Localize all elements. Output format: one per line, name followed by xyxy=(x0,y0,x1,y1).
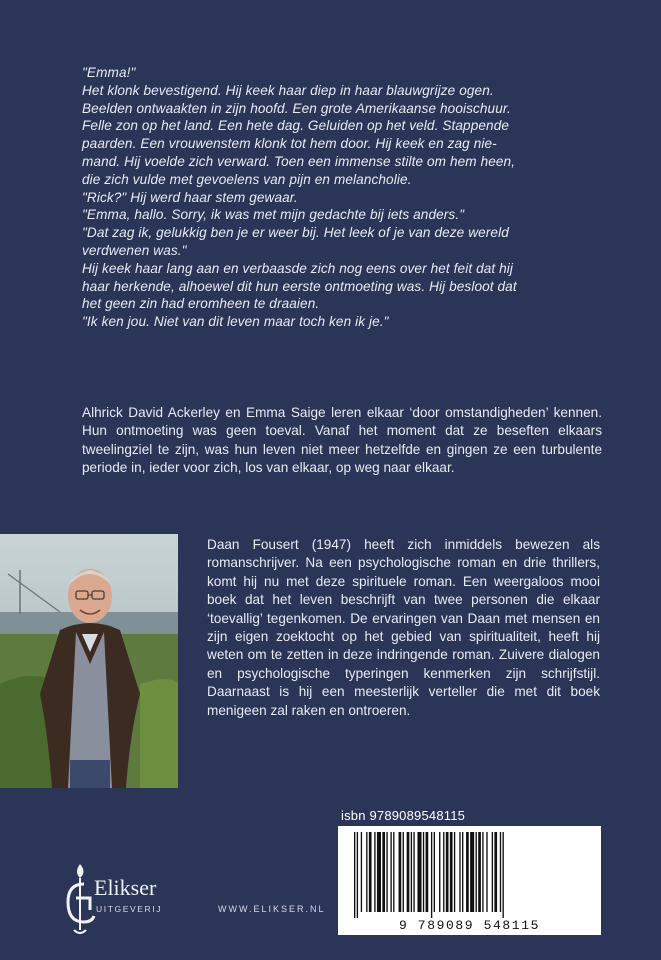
excerpt-line: Het klonk bevestigend. Hij keek haar diep in haar blauwgrijze ogen. xyxy=(82,82,494,98)
barcode-bar xyxy=(386,832,387,912)
excerpt-line: "Emma!" xyxy=(82,65,136,80)
barcode-bar xyxy=(486,832,487,912)
publisher-name: Elikser xyxy=(94,875,157,900)
barcode-bar xyxy=(492,832,493,912)
barcode-bar xyxy=(478,832,481,912)
publisher-website: WWW.ELIKSER.NL xyxy=(218,904,326,914)
excerpt-line: Beelden ontwaakten in zijn hoofd. Een grote Amerikaanse hooischuur. xyxy=(82,100,511,116)
excerpt-line: "Emma, hallo. Sorry, ik was met mijn gedachte bij iets anders." xyxy=(82,207,465,223)
barcode-bar xyxy=(423,832,424,912)
barcode-bar xyxy=(466,832,469,912)
barcode-bar xyxy=(382,832,385,912)
excerpt xyxy=(82,64,597,331)
barcode-bar xyxy=(399,832,402,912)
barcode-bar xyxy=(403,832,404,912)
barcode-bar xyxy=(439,832,440,912)
barcode-bar xyxy=(357,832,358,918)
barcode-bar xyxy=(476,832,477,912)
barcode-bar xyxy=(500,832,501,912)
isbn-label: isbn 9789089548115 xyxy=(341,808,466,823)
excerpt-line: die zich vulde met gevoelens van pijn en melancholie. xyxy=(82,171,412,187)
barcode-bar xyxy=(407,832,410,912)
barcode-bar xyxy=(377,832,381,912)
publisher-subtitle: UITGEVERIJ xyxy=(96,904,163,914)
barcode-bar xyxy=(431,832,432,918)
barcode-bar xyxy=(361,832,362,912)
barcode-bar xyxy=(426,832,429,912)
excerpt-line: het geen zin had eromheen te draaien. xyxy=(82,296,320,312)
barcode-bar xyxy=(470,832,474,912)
barcode-bar xyxy=(459,832,460,912)
excerpt-line: "Ik ken jou. Niet van dit leven maar toch ken ik je." xyxy=(82,314,389,330)
barcode-bar xyxy=(417,832,421,912)
barcode xyxy=(338,826,601,935)
barcode-bar xyxy=(454,832,455,912)
barcode-bar xyxy=(482,832,483,912)
excerpt-line: verdwenen was." xyxy=(82,242,187,258)
barcode-bar xyxy=(411,832,412,912)
synopsis-text: Alhrick David Ackerley en Emma Saige leren elkaar ‘door omstandigheden’ kennen. Hun ontmoeting was geen toeval. Vanaf het moment dat ze beseften elkaars tweelingziel te zijn, was hun leven niet meer hetzelfde en gingen ze een turbulente periode in, ieder voor zich, los van elkaar, op weg naar elkaar. xyxy=(82,405,602,476)
barcode-bar xyxy=(446,832,449,912)
author-bio xyxy=(207,536,600,720)
barcode-bar xyxy=(494,832,497,912)
publisher-logo xyxy=(60,860,220,940)
synopsis xyxy=(82,404,602,478)
author-bio-text: Daan Fousert (1947) heeft zich inmiddels bewezen als romanschrijver. Na een psychologische roman en drie thrillers, komt hij nu met deze spirituele roman. Een weergaloos mooi boek dat het leven beschrijft van twee personen die elkaar ‘toevallig’ tegenkomen. De ervaringen van Daan met mensen en zijn eigen zoektocht op het gebied van spiritualiteit, heeft hij weten om te zetten in deze indringende roman. Zuivere dialogen en psychologische typeringen kenmerken zijn schrijfstijl. Daarnaast is hij een meesterlijk verteller die met dit boek menigeen zal raken en ontroeren. xyxy=(207,537,600,718)
excerpt-line: Hij keek haar lang aan en verbaasde zich nog eens over het feit dat hij xyxy=(82,260,514,276)
barcode-bar xyxy=(354,832,355,918)
barcode-bar xyxy=(369,832,372,912)
barcode-bar xyxy=(390,832,391,912)
barcode-bar xyxy=(413,832,414,912)
barcode-bar xyxy=(450,832,453,912)
excerpt-line: "Rick?" Hij werd haar stem gewaar. xyxy=(82,189,298,205)
excerpt-line: mand. Hij voelde zich verward. Toen een immense stilte om hem heen, xyxy=(82,153,516,169)
barcode-bar xyxy=(366,832,367,912)
barcode-bar xyxy=(393,832,394,912)
excerpt-line: paarden. Een vrouwenstem klonk tot hem door. Hij keek en zag nie- xyxy=(82,136,497,152)
author-photo xyxy=(0,534,178,788)
barcode-bar xyxy=(462,832,463,912)
barcode-digits: 9 789089 548115 xyxy=(398,918,541,933)
barcode-bar xyxy=(374,832,375,912)
excerpt-line: Felle zon op het land. Een hete dag. Geluiden op het veld. Stappende xyxy=(82,118,510,134)
barcode-bar xyxy=(434,832,435,912)
barcode-bar xyxy=(443,832,444,912)
excerpt-line: haar herkende, alhoewel dit hun eerste ontmoeting was. Hij besloot dat xyxy=(82,278,517,294)
barcode-bar xyxy=(503,832,504,918)
excerpt-line: "Dat zag ik, gelukkig ben je er weer bij. Het leek of je van deze wereld xyxy=(82,225,509,241)
